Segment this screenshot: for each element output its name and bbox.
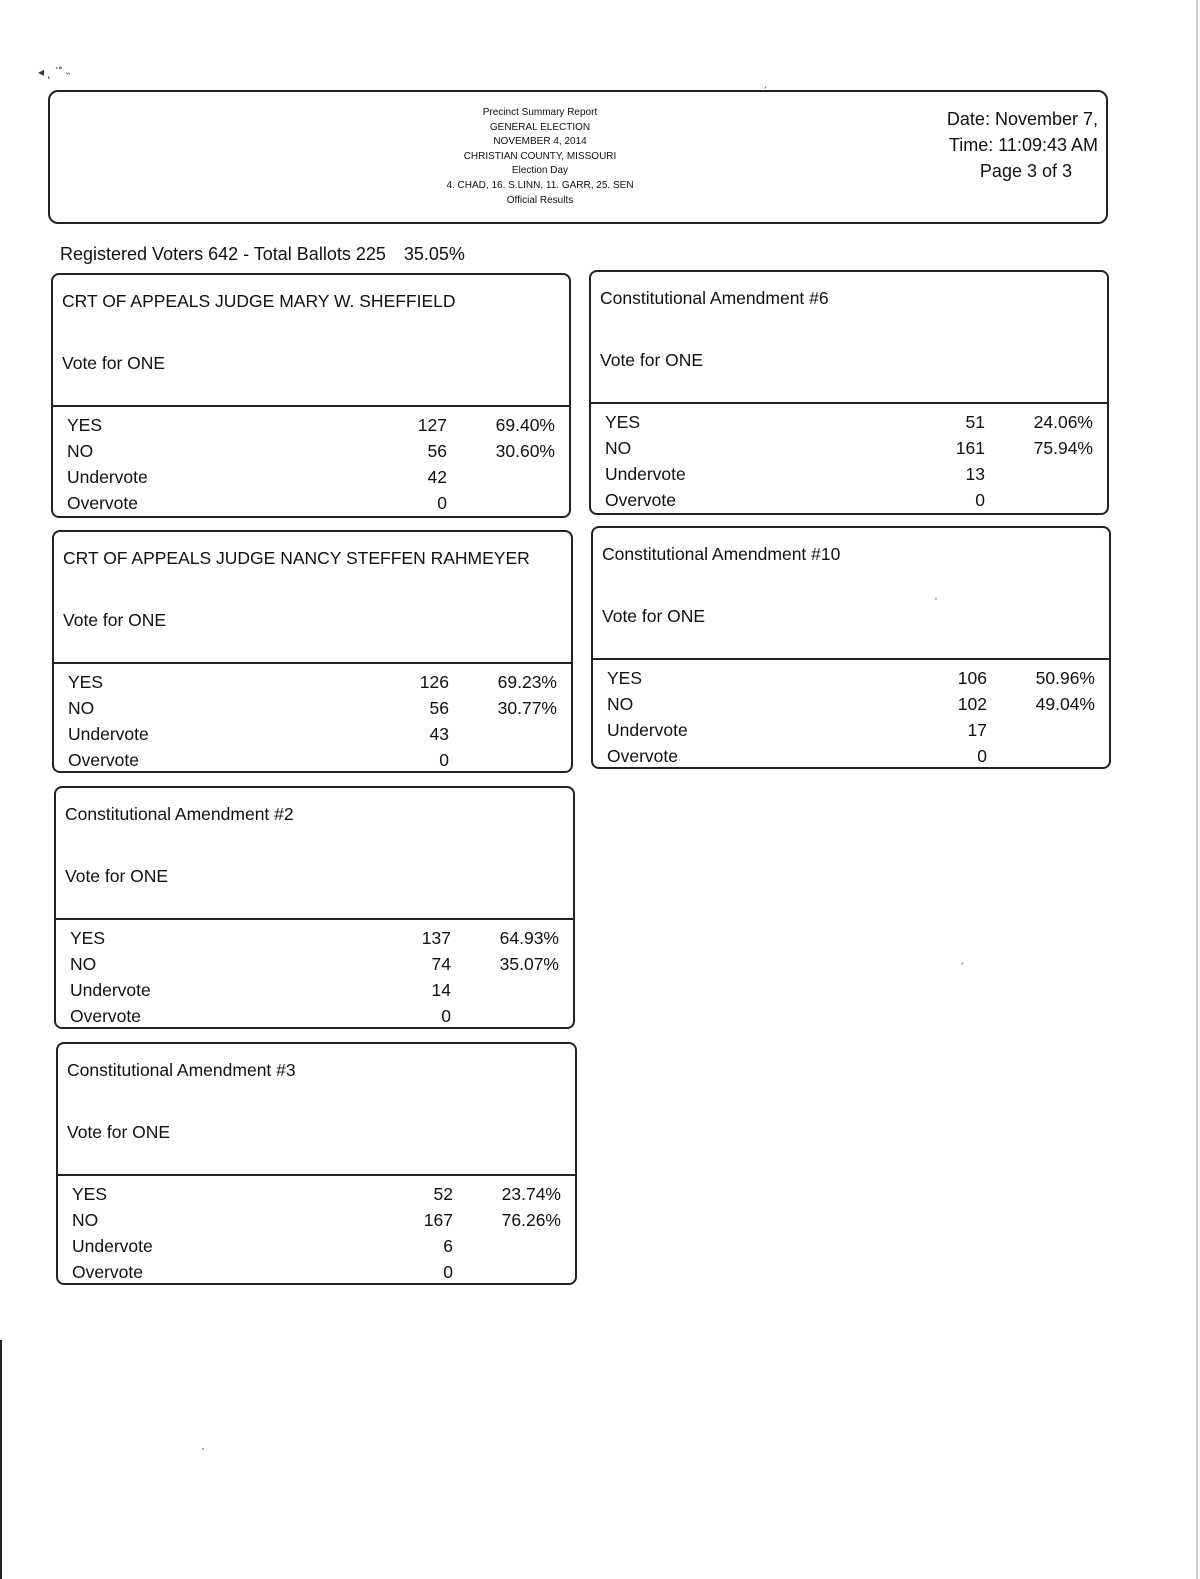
contest-judge-sheffield [51, 273, 571, 518]
choice-label: YES [72, 1184, 108, 1204]
vote-count: 51 [965, 412, 985, 432]
vote-count: 56 [427, 441, 447, 461]
vote-count: 0 [977, 746, 987, 766]
report-time: Time: 11:09:43 AM [948, 135, 1098, 155]
divider [58, 1174, 575, 1176]
result-row-overvote [607, 743, 1095, 769]
vote-count: 106 [957, 668, 987, 688]
vote-percent: 24.06% [1033, 412, 1093, 432]
vote-for-label: Vote for ONE [602, 606, 706, 626]
contest-title: Constitutional Amendment #10 [602, 544, 841, 564]
result-row-yes [68, 669, 557, 695]
result-row-overvote [67, 490, 555, 516]
choice-label: YES [70, 928, 106, 948]
choice-label: Overvote [607, 746, 678, 766]
vote-count: 0 [975, 490, 985, 510]
vote-count: 52 [433, 1184, 453, 1204]
result-row-overvote [72, 1259, 561, 1285]
vote-count: 102 [957, 694, 987, 714]
results-type: Official Results [506, 194, 574, 206]
election-date: NOVEMBER 4, 2014 [493, 136, 587, 148]
contest-amendment-6 [589, 270, 1109, 515]
result-row-yes [67, 412, 555, 438]
result-row-overvote [70, 1003, 559, 1029]
divider [591, 402, 1107, 404]
choice-label: NO [70, 954, 97, 974]
result-row-no [72, 1207, 561, 1233]
precinct-list: 4. CHAD, 16. S.LINN, 11. GARR, 25. SEN [446, 179, 634, 191]
result-row-no [68, 695, 557, 721]
choice-label: NO [605, 438, 632, 458]
vote-count: 14 [431, 980, 451, 1000]
results-table [605, 409, 1093, 513]
choice-label: YES [67, 415, 103, 435]
vote-count: 161 [955, 438, 985, 458]
result-row-yes [72, 1181, 561, 1207]
contest-amendment-2 [54, 786, 575, 1029]
vote-for-label: Vote for ONE [67, 1122, 171, 1142]
vote-count: 56 [429, 698, 449, 718]
result-row-undervote [72, 1233, 561, 1259]
vote-count: 127 [417, 415, 447, 435]
vote-count: 0 [443, 1262, 453, 1282]
choice-label: Overvote [70, 1006, 141, 1026]
results-table [67, 412, 555, 516]
contest-title: CRT OF APPEALS JUDGE MARY W. SHEFFIELD [62, 291, 456, 311]
choice-label: Undervote [68, 724, 149, 744]
result-row-yes [70, 925, 559, 951]
registration-text: Registered Voters 642 - Total Ballots 225 [60, 244, 386, 264]
divider [593, 658, 1109, 660]
vote-percent: 23.74% [501, 1184, 561, 1204]
vote-percent: 75.94% [1033, 438, 1093, 458]
result-row-undervote [607, 717, 1095, 743]
results-table [70, 925, 559, 1029]
vote-count: 0 [439, 750, 449, 770]
choice-label: Overvote [67, 493, 138, 513]
vote-count: 167 [423, 1210, 453, 1230]
report-meta [947, 106, 1098, 184]
scan-edge-left [0, 1340, 2, 1579]
choice-label: Overvote [605, 490, 676, 510]
scan-speck: · [201, 1441, 205, 1455]
choice-label: Overvote [72, 1262, 143, 1282]
vote-percent: 69.40% [495, 415, 555, 435]
contest-amendment-10 [591, 526, 1111, 769]
result-row-no [70, 951, 559, 977]
vote-count: 0 [441, 1006, 451, 1026]
vote-percent: 76.26% [501, 1210, 561, 1230]
vote-count: 43 [429, 724, 449, 744]
vote-for-label: Vote for ONE [62, 353, 166, 373]
report-title: Precinct Summary Report [482, 107, 598, 118]
contest-title: CRT OF APPEALS JUDGE NANCY STEFFEN RAHMEYER [63, 548, 530, 568]
result-row-no [67, 438, 555, 464]
vote-percent: 49.04% [1035, 694, 1095, 714]
choice-label: Undervote [70, 980, 151, 1000]
results-table [68, 669, 557, 773]
vote-for-label: Vote for ONE [63, 610, 167, 630]
vote-percent: 69.23% [497, 672, 557, 692]
choice-label: Undervote [607, 720, 688, 740]
contest-title: Constitutional Amendment #2 [65, 804, 294, 824]
vote-for-label: Vote for ONE [65, 866, 169, 886]
result-row-overvote [68, 747, 557, 773]
vote-for-label: Vote for ONE [600, 350, 704, 370]
result-row-yes [605, 409, 1093, 435]
choice-label: Undervote [72, 1236, 153, 1256]
result-row-no [605, 435, 1093, 461]
contest-title: Constitutional Amendment #6 [600, 288, 829, 308]
vote-count: 74 [431, 954, 451, 974]
vote-count: 13 [965, 464, 985, 484]
vote-percent: 30.60% [495, 441, 555, 461]
contest-amendment-3 [56, 1042, 577, 1285]
vote-count: 0 [437, 493, 447, 513]
result-row-yes [607, 665, 1095, 691]
result-row-undervote [67, 464, 555, 490]
day-type: Election Day [511, 165, 569, 177]
turnout-percent: 35.05% [403, 244, 465, 264]
vote-count: 17 [967, 720, 987, 740]
choice-label: YES [68, 672, 104, 692]
choice-label: NO [67, 441, 94, 461]
divider [54, 662, 571, 664]
report-date: Date: November 7, [946, 109, 1098, 129]
contest-judge-rahmeyer [52, 530, 573, 773]
result-row-undervote [70, 977, 559, 1003]
scan-speck: ˏ [763, 75, 767, 89]
scan-speck: ˏ [960, 951, 964, 965]
vote-count: 42 [427, 467, 447, 487]
vote-percent: 64.93% [499, 928, 559, 948]
registration-summary [60, 244, 465, 265]
contest-title: Constitutional Amendment #3 [67, 1060, 296, 1080]
choice-label: YES [607, 668, 643, 688]
divider [56, 918, 573, 920]
result-row-no [607, 691, 1095, 717]
results-table [607, 665, 1095, 769]
scan-speck: ◂ ˛ ˋ˚ ˵ [38, 65, 71, 79]
result-row-overvote [605, 487, 1093, 513]
divider [53, 405, 569, 407]
report-header [48, 90, 1108, 224]
election-name: GENERAL ELECTION [489, 121, 591, 133]
vote-percent: 35.07% [499, 954, 559, 974]
county-name: CHRISTIAN COUNTY, MISSOURI [463, 150, 617, 162]
vote-percent: 50.96% [1035, 668, 1095, 688]
vote-count: 126 [419, 672, 449, 692]
choice-label: Undervote [605, 464, 686, 484]
page-number: Page 3 of 3 [979, 161, 1072, 181]
choice-label: NO [607, 694, 634, 714]
vote-count: 6 [443, 1236, 453, 1256]
scan-speck: · [934, 591, 938, 605]
scan-edge-right [1196, 0, 1198, 1579]
choice-label: NO [72, 1210, 99, 1230]
vote-percent: 30.77% [497, 698, 557, 718]
results-table [72, 1181, 561, 1285]
report-heading [370, 106, 710, 208]
result-row-undervote [68, 721, 557, 747]
result-row-undervote [605, 461, 1093, 487]
choice-label: YES [605, 412, 641, 432]
choice-label: NO [68, 698, 95, 718]
choice-label: Undervote [67, 467, 148, 487]
choice-label: Overvote [68, 750, 139, 770]
vote-count: 137 [421, 928, 451, 948]
